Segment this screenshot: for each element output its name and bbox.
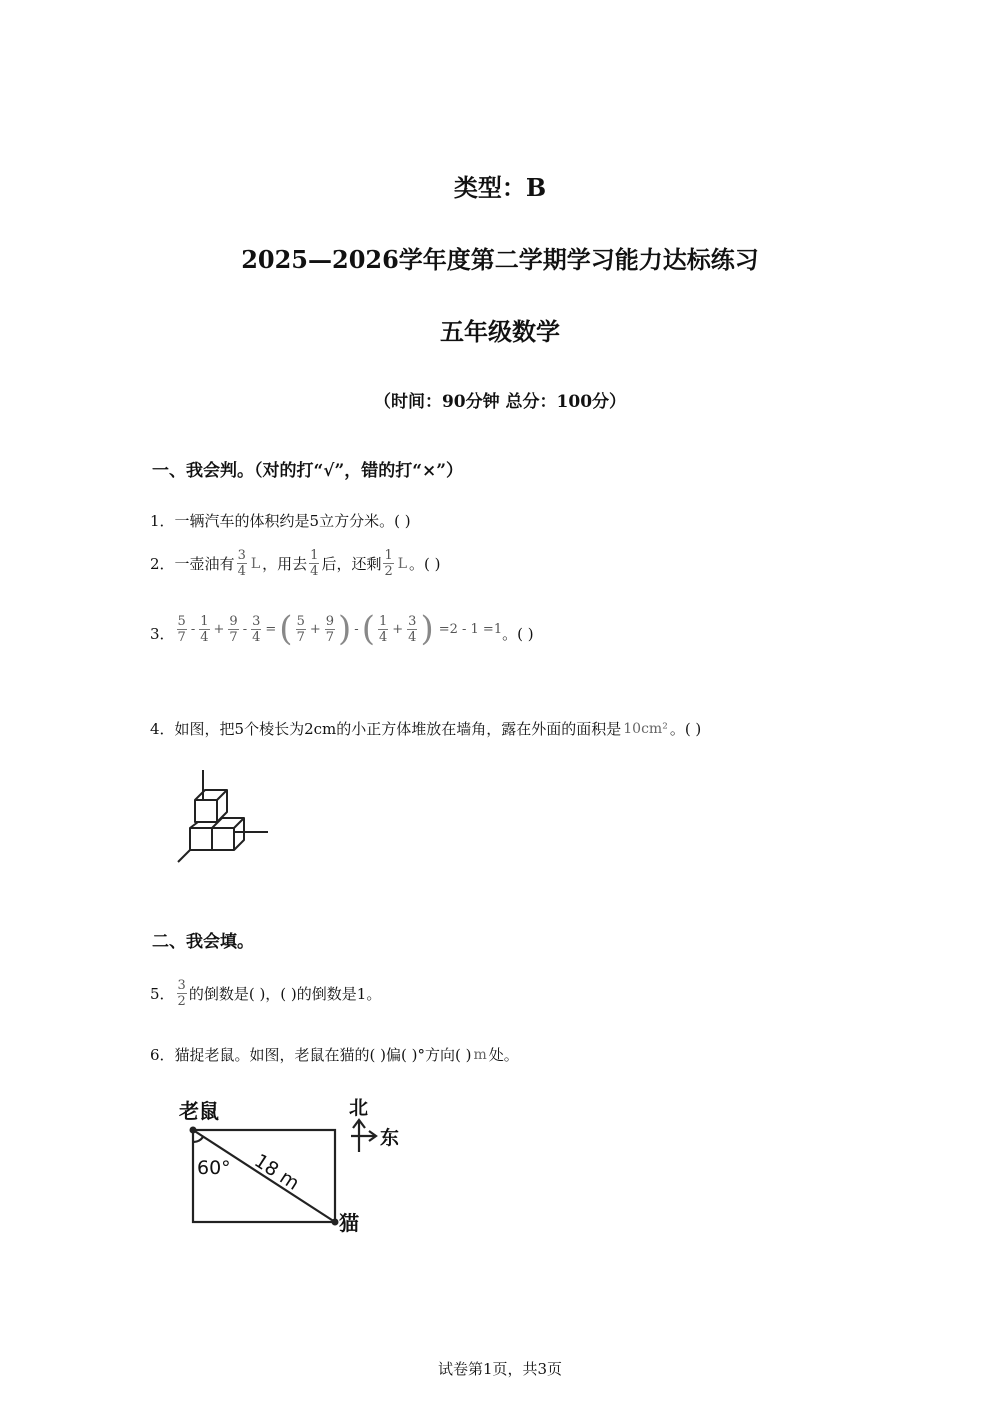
distance-label: 18 m bbox=[250, 1149, 304, 1195]
question-text-end: 处。 bbox=[488, 1046, 519, 1064]
question-number: 2． bbox=[150, 555, 175, 573]
denominator: 4 bbox=[252, 629, 261, 645]
north-label: 北 bbox=[349, 1097, 369, 1119]
numerator: 5 bbox=[177, 613, 186, 629]
fraction bbox=[407, 614, 417, 645]
unit: L bbox=[250, 555, 261, 572]
page-footer: 试卷第1页，共3页 bbox=[437, 1360, 563, 1378]
operator: + bbox=[309, 621, 321, 637]
expression-result: =2 - 1 =1 bbox=[438, 622, 503, 637]
denominator: 2 bbox=[384, 564, 393, 579]
fraction bbox=[309, 548, 319, 579]
exam-time-info: （时间：90分钟 总分：100分） bbox=[373, 392, 627, 412]
fraction bbox=[378, 614, 388, 645]
question-4 bbox=[150, 718, 701, 739]
question-text: 一壶油有 bbox=[174, 555, 235, 573]
fraction bbox=[228, 614, 238, 645]
question-text: 猫捉老鼠。如图，老鼠在猫的( )偏( )°方向( ) bbox=[174, 1046, 472, 1064]
operator: - bbox=[354, 621, 359, 637]
question-number: 6． bbox=[150, 1046, 175, 1064]
operator: = bbox=[265, 621, 277, 637]
operator: + bbox=[213, 621, 225, 637]
question-number: 1． bbox=[150, 512, 175, 530]
fraction bbox=[177, 614, 187, 645]
question-number: 3． bbox=[150, 625, 175, 643]
unit: L bbox=[397, 555, 408, 572]
left-paren: ( bbox=[279, 609, 293, 649]
right-paren: ) bbox=[420, 609, 434, 649]
unit: m bbox=[473, 1046, 487, 1063]
answer-parens: 。( ) bbox=[669, 720, 702, 738]
mouse-point bbox=[190, 1127, 197, 1134]
denominator: 2 bbox=[177, 994, 186, 1009]
exam-subject: 五年级数学 bbox=[440, 317, 560, 346]
section-2-heading: 二、我会填。 bbox=[152, 932, 254, 952]
numerator: 1 bbox=[310, 548, 319, 563]
numerator: 3 bbox=[252, 613, 261, 629]
operator: - bbox=[242, 621, 248, 637]
question-text: 如图，把5个棱长为2cm的小正方体堆放在墙角，露在外面的面积是 bbox=[174, 720, 622, 738]
denominator: 7 bbox=[229, 629, 238, 645]
cat-point bbox=[332, 1219, 339, 1226]
question-number: 5． bbox=[150, 985, 175, 1003]
fraction bbox=[199, 614, 209, 645]
left-paren: ( bbox=[361, 609, 375, 649]
fraction bbox=[296, 614, 306, 645]
question-text: ，用去 bbox=[262, 555, 308, 573]
numerator: 3 bbox=[408, 613, 417, 629]
fraction bbox=[237, 548, 247, 579]
question-text: 的倒数是( )，( )的倒数是1。 bbox=[188, 985, 382, 1003]
denominator: 4 bbox=[378, 629, 388, 645]
operator: + bbox=[392, 621, 404, 637]
cat-label: 猫 bbox=[339, 1211, 359, 1235]
exam-type-label: 类型：B bbox=[453, 173, 547, 202]
area-value: 10cm² bbox=[623, 720, 668, 737]
numerator: 1 bbox=[378, 613, 388, 629]
mouse-cat-diagram bbox=[175, 1090, 415, 1240]
numerator: 1 bbox=[200, 613, 209, 629]
exam-title: 2025—2026学年度第二学期学习能力达标练习 bbox=[241, 245, 759, 274]
question-1 bbox=[150, 510, 411, 531]
right-paren: ) bbox=[338, 609, 352, 649]
angle-label: 60° bbox=[197, 1157, 231, 1179]
mouse-label: 老鼠 bbox=[179, 1099, 219, 1123]
numerator: 9 bbox=[229, 613, 238, 629]
fraction bbox=[325, 614, 335, 645]
numerator: 1 bbox=[384, 548, 393, 563]
denominator: 4 bbox=[310, 564, 319, 579]
denominator: 4 bbox=[200, 629, 209, 645]
denominator: 7 bbox=[296, 629, 305, 645]
numerator: 5 bbox=[296, 613, 305, 629]
question-2 bbox=[150, 548, 441, 579]
numerator: 3 bbox=[177, 978, 186, 993]
question-text: 。( ) bbox=[409, 555, 441, 573]
operator: - bbox=[190, 621, 196, 637]
east-label: 东 bbox=[380, 1127, 400, 1149]
denominator: 7 bbox=[177, 629, 186, 645]
fraction bbox=[251, 614, 261, 645]
section-1-heading: 一、我会判。（对的打“√”，错的打“×”） bbox=[152, 461, 464, 481]
denominator: 7 bbox=[325, 629, 335, 645]
math-expression bbox=[175, 609, 503, 649]
fraction bbox=[383, 548, 393, 579]
denominator: 4 bbox=[237, 564, 246, 579]
answer-parens: 。( ) bbox=[502, 625, 534, 643]
cubes-figure bbox=[170, 765, 280, 870]
fraction bbox=[177, 978, 187, 1009]
question-3 bbox=[150, 609, 534, 649]
question-5 bbox=[150, 978, 381, 1009]
question-text: 后，还剩 bbox=[321, 555, 382, 573]
question-6 bbox=[150, 1044, 519, 1065]
denominator: 4 bbox=[408, 629, 417, 645]
question-text: 一辆汽车的体积约是5立方分米。( ) bbox=[174, 512, 411, 530]
numerator: 9 bbox=[325, 613, 335, 629]
question-number: 4． bbox=[150, 720, 175, 738]
numerator: 3 bbox=[237, 548, 246, 563]
